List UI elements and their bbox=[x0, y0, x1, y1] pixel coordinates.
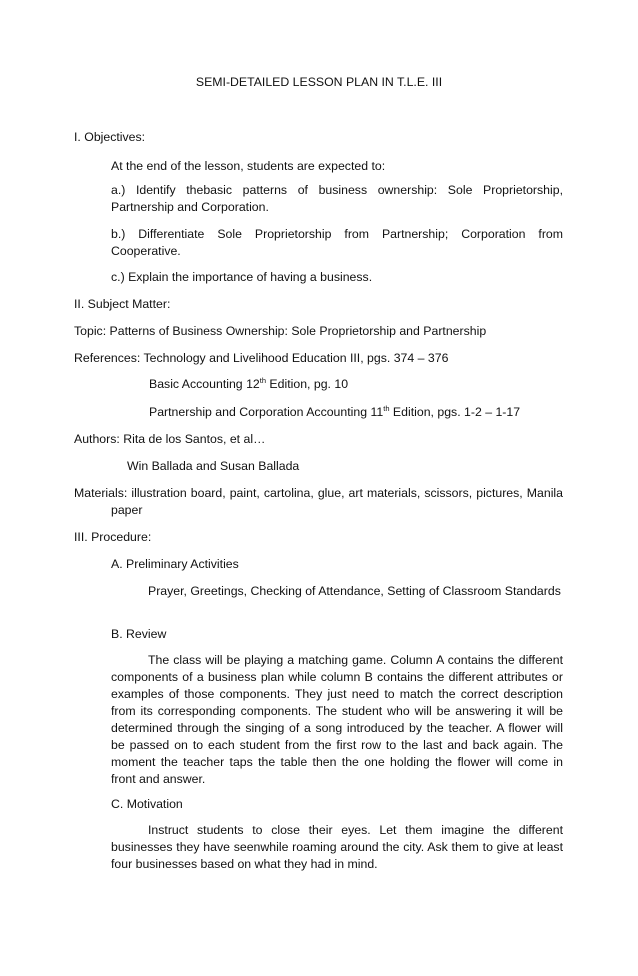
procedure-a-text: Prayer, Greetings, Checking of Attendance, Setting of Classroom Standards bbox=[148, 584, 561, 598]
subject-heading: II. Subject Matter: bbox=[74, 297, 171, 311]
subject-authors-cont: Win Ballada and Susan Ballada bbox=[127, 459, 300, 473]
page-title: SEMI-DETAILED LESSON PLAN IN T.L.E. III bbox=[195, 75, 443, 89]
reference-text: Partnership and Corporation Accounting 11 bbox=[149, 405, 384, 419]
procedure-a-heading: A. Preliminary Activities bbox=[111, 557, 239, 571]
reference-superscript: th bbox=[259, 375, 267, 385]
reference-superscript: th bbox=[383, 403, 390, 413]
objectives-intro: At the end of the lesson, students are expected to: bbox=[111, 159, 386, 173]
reference-text: Edition, pgs. 1-2 – 1-17 bbox=[389, 405, 521, 419]
subject-authors: Authors: Rita de los Santos, et al… bbox=[74, 432, 266, 446]
reference-text: Edition, pg. 10 bbox=[266, 377, 349, 391]
procedure-heading: III. Procedure: bbox=[74, 530, 152, 544]
subject-topic: Topic: Patterns of Business Ownership: Sole Proprietorship and Partnership bbox=[74, 324, 487, 338]
objective-b: b.) Differentiate Sole Proprietorship from Partnership; Corporation from Cooperative. bbox=[111, 227, 563, 258]
procedure-b-heading: B. Review bbox=[111, 627, 167, 641]
subject-materials: Materials: illustration board, paint, cartolina, glue, art materials, scissors, pictures, Manila paper bbox=[74, 486, 563, 517]
reference-partnership-accounting bbox=[149, 404, 563, 421]
procedure-c-text: Instruct students to close their eyes. Let them imagine the different businesses they have seenwhile roaming around the city. Ask them to give at least four businesses based on what they had in mind. bbox=[111, 823, 563, 871]
procedure-b-text: The class will be playing a matching game. Column A contains the different components of a business plan while column B contains the different attributes or examples of those components. They just need to match the correct description from its corresponding components. The student who will be answering it will be determined through the singing of a song introduced by the teacher. A flower will be passed on to each student from the first row to the last and back again. The moment the teacher taps the table then the one holding the flower will come in front and answer. bbox=[111, 653, 563, 786]
objective-a: a.) Identify thebasic patterns of business ownership: Sole Proprietorship, Partnership and Corporation. bbox=[111, 183, 563, 214]
reference-basic-accounting bbox=[149, 376, 563, 393]
objective-c: c.) Explain the importance of having a business. bbox=[111, 270, 373, 284]
reference-text: Basic Accounting 12 bbox=[149, 377, 260, 391]
objectives-heading: I. Objectives: bbox=[74, 130, 146, 144]
procedure-c-heading: C. Motivation bbox=[111, 797, 183, 811]
subject-references: References: Technology and Livelihood Education III, pgs. 374 – 376 bbox=[74, 351, 449, 365]
